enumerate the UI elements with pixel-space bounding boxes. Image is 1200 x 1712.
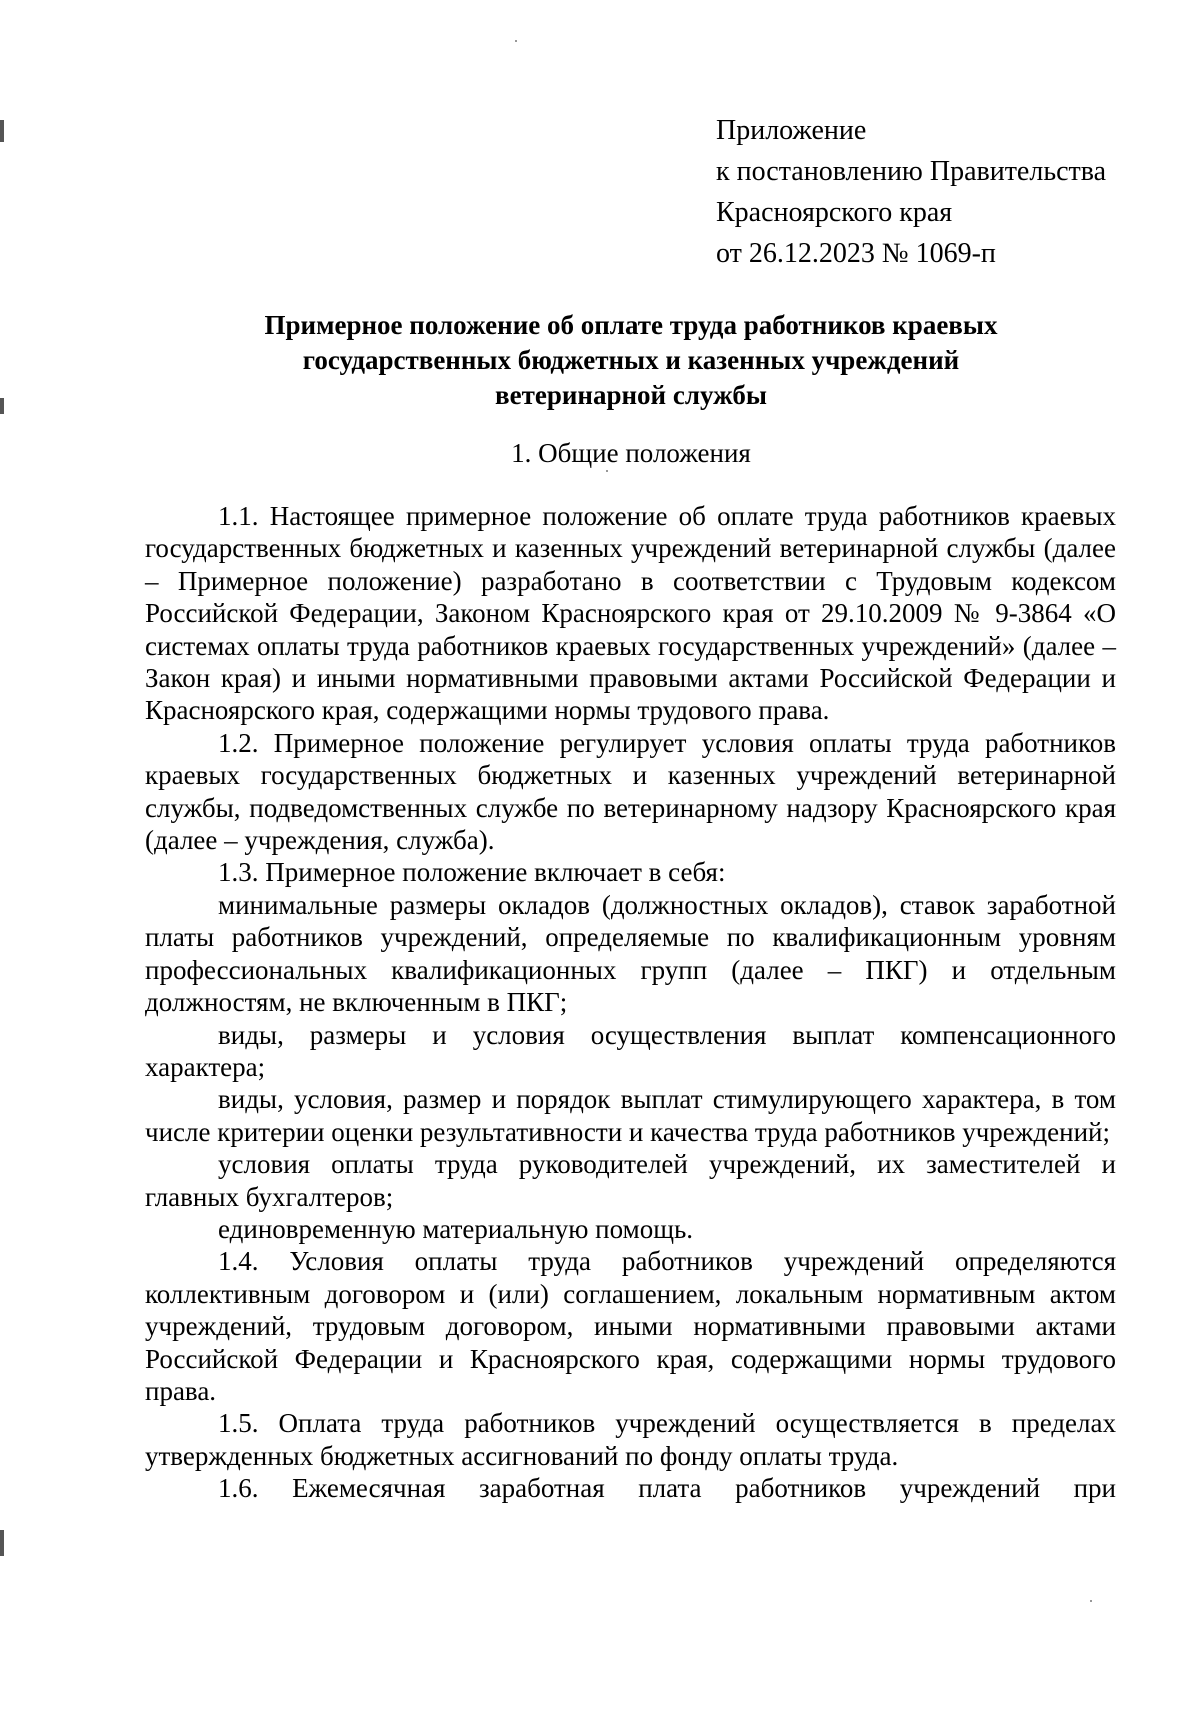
title-line: Примерное положение об оплате труда работников краевых — [264, 310, 998, 340]
title-line: государственных бюджетных и казенных учреждений — [302, 345, 960, 375]
scan-speck — [515, 40, 517, 42]
list-item: виды, размеры и условия осуществления выплат компенсационного характера; — [145, 1019, 1116, 1082]
title-line: ветеринарной службы — [495, 380, 767, 410]
paragraph-1-3: 1.3. Примерное положение включает в себя: — [218, 857, 726, 888]
appendix-block — [716, 110, 1156, 274]
paragraph-1-5: 1.5. Оплата труда работников учреждений осуществляется в пределах утвержденных бюджетных ассигнований по фонду оплаты труда. — [145, 1408, 1116, 1471]
scan-edge-mark — [0, 120, 4, 142]
paragraph-1-6: 1.6. Ежемесячная заработная плата работников учреждений при — [218, 1473, 1116, 1504]
list-item: минимальные размеры окладов (должностных окладов), ставок заработной платы работников учреждений, определяемые по квалификационным уровням профессиональных квалификационных групп (далее – ПКГ) и отдельным должностям, не включенным в ПКГ; — [145, 889, 1116, 1018]
scan-edge-mark — [0, 1530, 4, 1556]
scan-edge-mark — [0, 398, 4, 414]
appendix-resolution-ref: к постановлению Правительства — [716, 156, 1107, 187]
paragraph-1-4: 1.4. Условия оплаты труда работников учреждений определяются коллективным договором и (или) соглашением, локальным нормативным актом учреждений, трудовым договором, иными нормативными правовыми актами Российской Федерации и Красноярского края, содержащими нормы трудового права. — [145, 1246, 1116, 1406]
appendix-label: Приложение — [716, 115, 867, 146]
list-item: условия оплаты труда руководителей учреждений, их заместителей и главных бухгалтеров; — [145, 1149, 1116, 1212]
appendix-region: Красноярского края — [716, 197, 953, 228]
list-item: виды, условия, размер и порядок выплат стимулирующего характера, в том числе критерии оценки результативности и качества труда работников учреждений; — [145, 1084, 1116, 1147]
document-body — [145, 500, 1116, 1505]
list-item: единовременную материальную помощь. — [218, 1213, 694, 1244]
paragraph-1-2: 1.2. Примерное положение регулирует условия оплаты труда работников краевых государственных бюджетных и казенных учреждений ветеринарной службы, подведомственных службе по ветеринарному надзору Красноярского края (далее – учреждения, служба). — [145, 727, 1116, 856]
section-heading: 1. Общие положения — [511, 438, 751, 468]
paragraph-1-1: 1.1. Настоящее примерное положение об оплате труда работников краевых государственных бюджетных и казенных учреждений ветеринарной службы (далее – Примерное положение) разработано в соответствии с Трудовым кодексом Российской Федерации, Законом Красноярского края от 29.10.2009 № 9-3864 «О системах оплаты труда работников краевых государственных учреждений» (далее – Закон края) и иными нормативными правовыми актами Российской Федерации и Красноярского края, содержащими нормы трудового права. — [145, 501, 1116, 726]
appendix-date-number: от 26.12.2023 № 1069-п — [716, 238, 996, 269]
document-title — [146, 308, 1116, 413]
scan-speck — [1090, 1600, 1092, 1602]
